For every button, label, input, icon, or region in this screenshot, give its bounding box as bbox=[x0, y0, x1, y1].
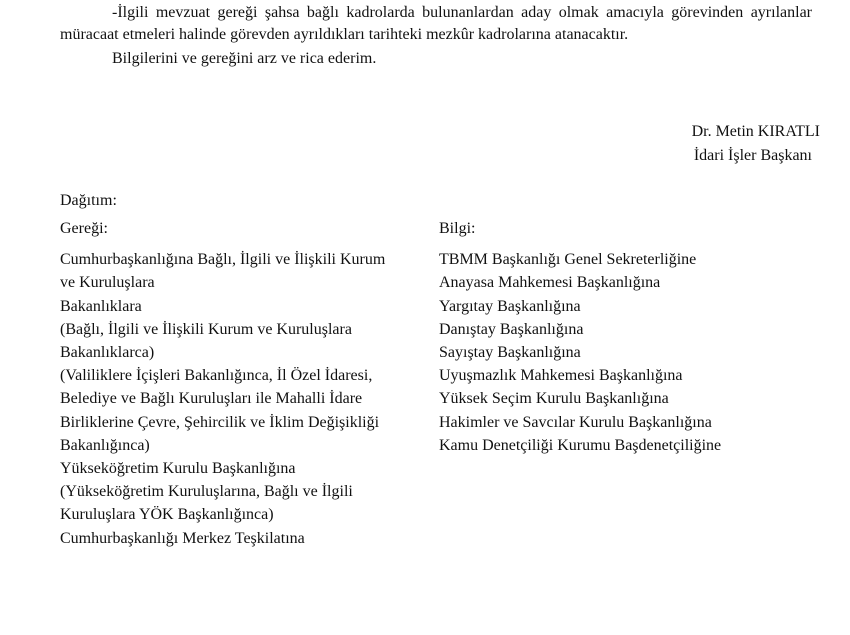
body-paragraph: -İlgili mevzuat gereği şahsa bağlı kadrolarda bulunanlardan aday olmak amacıyla görevinden ayrılanlar müracaat etmeleri halinde görevden ayrıldıkları tarihteki mezkûr kadrolarına atanacaktır. bbox=[60, 4, 812, 43]
signatory-name: Dr. Metin KIRATLI bbox=[691, 123, 820, 140]
list-item: Uyuşmazlık Mahkemesi Başkanlığına bbox=[439, 367, 683, 385]
list-item: (Bağlı, İlgili ve İlişkili Kurum ve Kuruluşlara Bakanlıklarca) bbox=[60, 320, 352, 362]
list-item: Sayıştay Başkanlığına bbox=[439, 344, 581, 362]
signatory-title: İdari İşler Başkanı bbox=[693, 147, 812, 164]
info-heading: Bilgi: bbox=[439, 220, 476, 237]
list-item: Yüksek Seçim Kurulu Başkanlığına bbox=[439, 390, 669, 408]
list-item: (Valiliklere İçişleri Bakanlığınca, İl Özel İdaresi, Belediye ve Bağlı Kuruluşları ile Mahalli İdare Birliklerine Çevre, Şehircilik ve İklim Değişikliği Bakanlığınca) bbox=[60, 367, 380, 454]
list-item: Bakanlıklara bbox=[60, 297, 142, 315]
list-item: Danıştay Başkanlığına bbox=[439, 320, 584, 338]
action-heading: Gereği: bbox=[60, 220, 108, 237]
list-item: Cumhurbaşkanlığına Bağlı, İlgili ve İlişkili Kurum ve Kuruluşlara bbox=[60, 251, 386, 292]
list-item: Cumhurbaşkanlığı Merkez Teşkilatına bbox=[60, 529, 305, 547]
list-item: Anayasa Mahkemesi Başkanlığına bbox=[439, 274, 661, 292]
closing-sentence: Bilgilerini ve gereğini arz ve rica ederim. bbox=[112, 50, 377, 67]
list-item: Yargıtay Başkanlığına bbox=[439, 297, 581, 315]
list-item: Yükseköğretim Kurulu Başkanlığına bbox=[60, 460, 296, 478]
action-recipients-list bbox=[60, 217, 400, 550]
signature-block bbox=[640, 120, 820, 168]
info-recipients-list bbox=[439, 217, 829, 457]
list-item: TBMM Başkanlığı Genel Sekreterliğine bbox=[439, 251, 697, 269]
list-item: Hakimler ve Savcılar Kurulu Başkanlığına bbox=[439, 413, 712, 431]
distribution-heading: Dağıtım: bbox=[60, 192, 117, 209]
list-item: (Yükseköğretim Kuruluşlarına, Bağlı ve İlgili Kuruluşlara YÖK Başkanlığınca) bbox=[60, 483, 353, 524]
list-item: Kamu Denetçiliği Kurumu Başdenetçiliğine bbox=[439, 436, 722, 454]
